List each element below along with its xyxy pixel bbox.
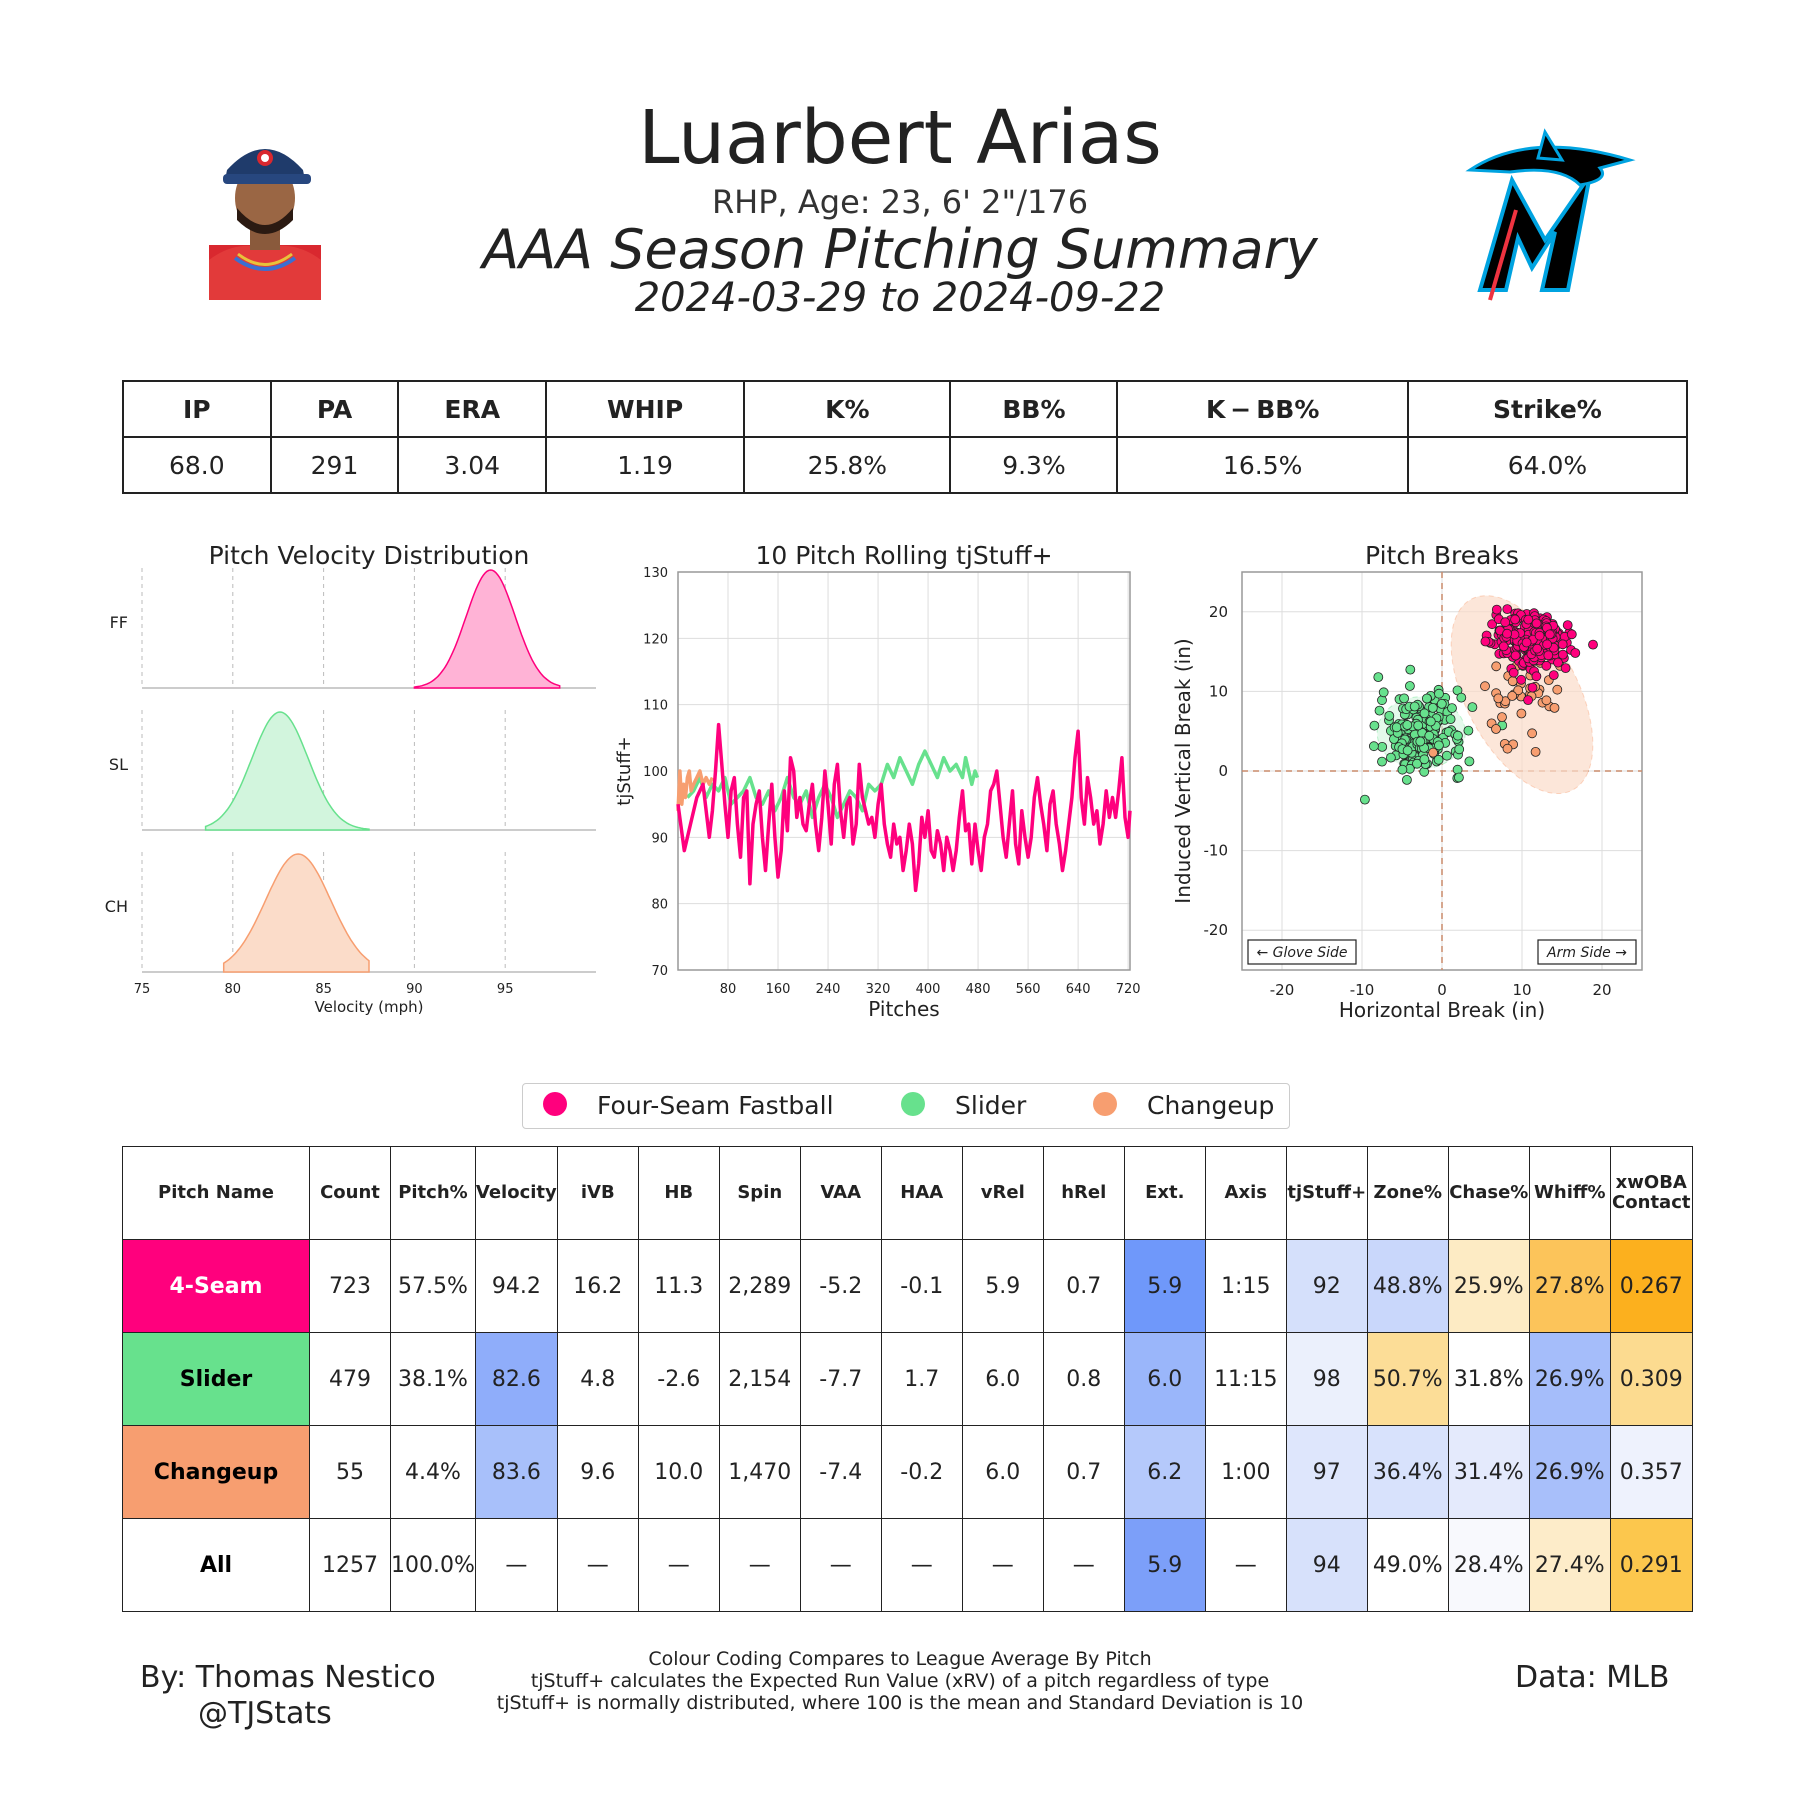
player-headshot-image	[205, 130, 325, 300]
pitch-point	[1360, 795, 1369, 804]
table-cell: 94.2	[475, 1240, 557, 1333]
pitch-point	[1517, 675, 1526, 684]
chart-title: Pitch Breaks	[1365, 541, 1519, 570]
x-tick-label: 80	[224, 982, 242, 997]
x-tick-label: -20	[1269, 981, 1295, 999]
y-axis-label: tjStuff+	[614, 736, 635, 806]
table-cell: 83.6	[475, 1426, 557, 1519]
x-tick-label: -10	[1349, 981, 1375, 999]
pitch-point	[1517, 709, 1526, 718]
y-tick-label: -10	[1203, 841, 1228, 860]
pitch-point	[1416, 737, 1425, 746]
pitch-metrics-table	[122, 1146, 1693, 1612]
table-cell: -7.4	[800, 1426, 881, 1519]
pitch-point	[1508, 677, 1517, 686]
pitch-point	[1545, 630, 1554, 639]
pitch-point	[1455, 745, 1464, 754]
x-tick-label: 90	[406, 982, 423, 997]
pitch-point	[1464, 726, 1473, 735]
pitch-point	[1531, 747, 1540, 756]
table-cell: 16.2	[557, 1240, 638, 1333]
pitch-point	[1571, 649, 1580, 658]
pitch-point	[1509, 668, 1518, 677]
x-tick-label: 0	[1437, 981, 1447, 999]
table-cell: 36.4%	[1367, 1426, 1448, 1519]
table-cell: 2,289	[719, 1240, 800, 1333]
pitch-point	[1528, 683, 1537, 692]
table-cell: 11:15	[1205, 1333, 1286, 1426]
footnote-line: tjStuff+ calculates the Expected Run Value (xRV) of a pitch regardless of type	[530, 1670, 1270, 1692]
pitch-point	[1378, 696, 1387, 705]
pitch-point	[1511, 615, 1520, 624]
pitch-point	[1492, 662, 1501, 671]
table-cell: 98	[1286, 1333, 1367, 1426]
stat-header: K%	[744, 381, 950, 437]
stat-value: 68.0	[123, 437, 271, 493]
pitch-point	[1499, 642, 1508, 651]
pitch-point	[1405, 682, 1414, 691]
pitch-point	[1503, 629, 1512, 638]
pitch-point	[1524, 615, 1533, 624]
stat-value: 16.5%	[1117, 437, 1407, 493]
table-cell: 1:00	[1205, 1426, 1286, 1519]
table-cell: 27.4%	[1529, 1519, 1610, 1612]
pitch-point	[1524, 696, 1533, 705]
rolling-tjstuff-chart	[610, 530, 1170, 1030]
series-line-four-seam-fastball	[678, 725, 1130, 891]
pitch-point	[1533, 644, 1542, 653]
y-tick-label: 120	[643, 632, 668, 648]
stat-header: ERA	[398, 381, 546, 437]
table-cell: -2.6	[638, 1333, 719, 1426]
pitch-point	[1511, 651, 1520, 660]
column-header: Axis	[1205, 1147, 1286, 1240]
stat-header: IP	[123, 381, 271, 437]
column-header: xwOBA Contact	[1610, 1147, 1692, 1240]
pitch-point	[1422, 694, 1431, 703]
season-stats-table	[122, 380, 1688, 494]
pitch-name-cell: All	[123, 1519, 310, 1612]
table-cell: 5.9	[962, 1240, 1043, 1333]
pitch-point	[1375, 706, 1384, 715]
table-row	[123, 1519, 1693, 1612]
y-tick-label: 0	[1218, 762, 1228, 780]
table-cell: —	[719, 1519, 800, 1612]
row-label: CH	[104, 897, 128, 916]
x-tick-label: 560	[1015, 982, 1041, 997]
pitch-point	[1492, 725, 1501, 734]
x-tick-label: 80	[719, 982, 737, 997]
pitch-point	[1498, 713, 1507, 722]
table-cell: 6.0	[1124, 1333, 1205, 1426]
x-tick-label: 320	[865, 982, 891, 997]
pitch-breaks-chart	[1160, 530, 1670, 1030]
column-header: HB	[638, 1147, 719, 1240]
table-row	[123, 1333, 1693, 1426]
table-cell: 4.4%	[391, 1426, 476, 1519]
pitch-point	[1378, 742, 1387, 751]
stat-value: 9.3%	[950, 437, 1117, 493]
author-name: By: Thomas Nestico	[140, 1660, 436, 1695]
table-cell: 0.309	[1610, 1333, 1692, 1426]
legend-label: Changeup	[1147, 1091, 1275, 1120]
pitch-point	[1543, 640, 1552, 649]
pitch-point	[1406, 665, 1415, 674]
pitch-point	[1542, 696, 1551, 705]
pitch-point	[1400, 694, 1409, 703]
stat-value: 291	[271, 437, 399, 493]
pitch-point	[1402, 775, 1411, 784]
pitch-point	[1426, 717, 1435, 726]
table-cell: -0.1	[881, 1240, 962, 1333]
pitch-point	[1392, 723, 1401, 732]
pitch-point	[1558, 650, 1567, 659]
table-cell: 5.9	[1124, 1240, 1205, 1333]
x-tick-label: 10	[1512, 981, 1532, 999]
pitch-point	[1398, 765, 1407, 774]
x-tick-label: 95	[496, 982, 514, 997]
table-cell: 2,154	[719, 1333, 800, 1426]
x-axis-label: Horizontal Break (in)	[1338, 998, 1546, 1022]
pitch-point	[1501, 618, 1510, 627]
stat-header: PA	[271, 381, 399, 437]
table-cell: —	[638, 1519, 719, 1612]
y-tick-label: 10	[1208, 682, 1228, 701]
stat-value: 3.04	[398, 437, 546, 493]
column-header: iVB	[557, 1147, 638, 1240]
y-tick-label: 130	[643, 566, 668, 581]
pitch-point	[1442, 751, 1451, 760]
pitch-point	[1370, 721, 1379, 730]
table-cell: 1.7	[881, 1333, 962, 1426]
table-cell: 55	[310, 1426, 391, 1519]
table-cell: 0.8	[1043, 1333, 1124, 1426]
table-cell: —	[800, 1519, 881, 1612]
table-cell: 26.9%	[1529, 1426, 1610, 1519]
slider-marker-icon	[901, 1092, 925, 1116]
table-cell: 723	[310, 1240, 391, 1333]
table-cell: -7.7	[800, 1333, 881, 1426]
table-cell: 1:15	[1205, 1240, 1286, 1333]
player-name: Luarbert Arias	[638, 95, 1162, 181]
pitch-name-cell: Changeup	[123, 1426, 310, 1519]
pitch-point	[1379, 688, 1388, 697]
table-cell: 5.9	[1124, 1519, 1205, 1612]
pitch-point	[1465, 757, 1474, 766]
changeup-marker-icon	[1093, 1092, 1117, 1116]
column-header: Spin	[719, 1147, 800, 1240]
table-cell: 4.8	[557, 1333, 638, 1426]
table-cell: 1257	[310, 1519, 391, 1612]
y-tick-label: 110	[643, 698, 668, 714]
table-cell: 9.6	[557, 1426, 638, 1519]
stat-header: Strike%	[1408, 381, 1687, 437]
x-tick-label: 85	[315, 982, 332, 997]
fastball-marker-icon	[543, 1092, 567, 1116]
table-cell: 0.267	[1610, 1240, 1692, 1333]
pitch-point	[1532, 619, 1541, 628]
pitch-point	[1561, 664, 1570, 673]
y-tick-label: 90	[651, 831, 668, 847]
table-cell: 31.4%	[1448, 1426, 1529, 1519]
column-header: Zone%	[1367, 1147, 1448, 1240]
density-area-ff	[414, 570, 559, 688]
author-handle: @TJStats	[198, 1696, 332, 1731]
table-cell: 97	[1286, 1426, 1367, 1519]
legend-item-fastball	[543, 1084, 834, 1128]
pitch-point	[1549, 671, 1558, 680]
footnote-line: tjStuff+ is normally distributed, where 100 is the mean and Standard Deviation is 10	[496, 1692, 1304, 1714]
pitch-point	[1532, 672, 1541, 681]
pitch-name-cell: 4-Seam	[123, 1240, 310, 1333]
table-row	[123, 1426, 1693, 1519]
x-tick-label: 20	[1592, 981, 1612, 999]
column-header: Whiff%	[1529, 1147, 1610, 1240]
pitch-point	[1369, 742, 1378, 751]
table-cell: -0.2	[881, 1426, 962, 1519]
table-cell: 82.6	[475, 1333, 557, 1426]
annotation-text: ← Glove Side	[1256, 945, 1348, 961]
x-axis-label: Velocity (mph)	[314, 998, 424, 1016]
table-cell: —	[881, 1519, 962, 1612]
pitch-point	[1589, 640, 1598, 649]
table-cell: —	[962, 1519, 1043, 1612]
y-tick-label: 20	[1208, 602, 1228, 621]
table-cell: 10.0	[638, 1426, 719, 1519]
pitch-point	[1554, 658, 1563, 667]
table-cell: 6.0	[962, 1426, 1043, 1519]
table-cell: 92	[1286, 1240, 1367, 1333]
pitch-point	[1410, 702, 1419, 711]
footnote-line: Colour Coding Compares to League Average By Pitch	[648, 1648, 1152, 1670]
row-label: SL	[108, 755, 128, 774]
pitch-point	[1437, 699, 1446, 708]
column-header: Count	[310, 1147, 391, 1240]
x-axis-label: Pitches	[868, 997, 940, 1021]
pitch-point	[1454, 773, 1463, 782]
table-cell: 11.3	[638, 1240, 719, 1333]
legend-label: Four-Seam Fastball	[597, 1091, 834, 1120]
column-header: hRel	[1043, 1147, 1124, 1240]
pitch-point	[1448, 704, 1457, 713]
y-tick-label: -20	[1203, 921, 1228, 940]
legend-label: Slider	[955, 1091, 1027, 1120]
pitch-point	[1385, 711, 1394, 720]
column-header: VAA	[800, 1147, 881, 1240]
table-cell: 50.7%	[1367, 1333, 1448, 1426]
table-cell: 27.8%	[1529, 1240, 1610, 1333]
column-header: Pitch Name	[123, 1147, 310, 1240]
pitch-point	[1567, 630, 1576, 639]
table-cell: 49.0%	[1367, 1519, 1448, 1612]
density-area-ch	[224, 854, 369, 972]
column-header: Ext.	[1124, 1147, 1205, 1240]
stat-value: 1.19	[546, 437, 744, 493]
pitch-point	[1503, 605, 1512, 614]
y-axis-label: Induced Vertical Break (in)	[1171, 638, 1195, 904]
legend-item-changeup	[1093, 1084, 1274, 1128]
table-cell: —	[1205, 1519, 1286, 1612]
pitch-point	[1481, 682, 1490, 691]
table-cell: 1,470	[719, 1426, 800, 1519]
pitch-point	[1492, 605, 1501, 614]
pitch-point	[1386, 753, 1395, 762]
table-cell: 0.357	[1610, 1426, 1692, 1519]
density-area-sl	[206, 712, 369, 830]
legend-item-slider	[901, 1084, 1026, 1128]
table-cell: 100.0%	[391, 1519, 476, 1612]
pitch-name-cell: Slider	[123, 1333, 310, 1426]
stat-header: BB%	[950, 381, 1117, 437]
table-cell: —	[557, 1519, 638, 1612]
stat-value: 25.8%	[744, 437, 950, 493]
table-cell: 25.9%	[1448, 1240, 1529, 1333]
x-tick-label: 640	[1065, 982, 1091, 997]
column-header: Pitch%	[391, 1147, 476, 1240]
table-cell: 38.1%	[391, 1333, 476, 1426]
x-tick-label: 160	[765, 982, 791, 997]
column-header: Velocity	[475, 1147, 557, 1240]
pitch-point	[1403, 746, 1412, 755]
table-cell: 479	[310, 1333, 391, 1426]
table-cell: 0.7	[1043, 1240, 1124, 1333]
table-cell: 94	[1286, 1519, 1367, 1612]
stat-header: WHIP	[546, 381, 744, 437]
table-cell: 48.8%	[1367, 1240, 1448, 1333]
pitch-point	[1503, 744, 1512, 753]
annotation-text: Arm Side →	[1547, 945, 1627, 961]
table-cell: 26.9%	[1529, 1333, 1610, 1426]
pitch-point	[1563, 621, 1572, 630]
stat-value: 64.0%	[1408, 437, 1687, 493]
team-logo	[1450, 120, 1650, 305]
pitch-point	[1428, 703, 1437, 712]
stat-header: K − BB%	[1117, 381, 1407, 437]
glove-side-annotation	[1248, 940, 1356, 964]
chart-title: 10 Pitch Rolling tjStuff+	[755, 541, 1053, 570]
report-title: AAA Season Pitching Summary	[482, 218, 1318, 281]
pitch-point	[1457, 693, 1466, 702]
x-tick-label: 400	[915, 982, 941, 997]
column-header: tjStuff+	[1286, 1147, 1367, 1240]
table-cell: 6.2	[1124, 1426, 1205, 1519]
pitch-point	[1544, 651, 1553, 660]
pitch-point	[1508, 692, 1517, 701]
pitch-point	[1542, 661, 1551, 670]
table-cell: 31.8%	[1448, 1333, 1529, 1426]
pitch-point	[1481, 637, 1490, 646]
pitch-point	[1558, 640, 1567, 649]
x-tick-label: 720	[1115, 982, 1141, 997]
pitch-point	[1528, 729, 1537, 738]
x-tick-label: 240	[815, 982, 841, 997]
velocity-distribution-chart	[90, 530, 630, 1030]
table-cell: 28.4%	[1448, 1519, 1529, 1612]
table-cell: —	[1043, 1519, 1124, 1612]
pitch-point	[1535, 631, 1544, 640]
pitch-point	[1429, 748, 1438, 757]
player-bio: RHP, Age: 23, 6' 2"/176	[711, 183, 1089, 221]
column-header: HAA	[881, 1147, 962, 1240]
column-header: vRel	[962, 1147, 1043, 1240]
chart-title: Pitch Velocity Distribution	[208, 541, 530, 570]
table-row	[123, 1240, 1693, 1333]
y-tick-label: 100	[643, 765, 668, 780]
pitch-point	[1435, 689, 1444, 698]
column-header: Chase%	[1448, 1147, 1529, 1240]
date-range: 2024-03-29 to 2024-09-22	[634, 275, 1166, 321]
table-cell: 0.7	[1043, 1426, 1124, 1519]
pitch-point	[1374, 673, 1383, 682]
table-cell: 0.291	[1610, 1519, 1692, 1612]
pitch-point	[1414, 721, 1423, 730]
pitch-point	[1453, 731, 1462, 740]
y-tick-label: 80	[651, 897, 668, 913]
data-source: Data: MLB	[1515, 1660, 1670, 1695]
pitch-point	[1378, 757, 1387, 766]
x-tick-label: 480	[965, 982, 991, 997]
pitch-point	[1550, 703, 1559, 712]
table-cell: -5.2	[800, 1240, 881, 1333]
pitch-point	[1403, 721, 1412, 730]
arm-side-annotation	[1538, 940, 1636, 964]
pitch-point	[1494, 694, 1503, 703]
pitch-point	[1522, 638, 1531, 647]
pitch-legend	[522, 1083, 1290, 1129]
y-tick-label: 70	[651, 964, 668, 979]
pitch-point	[1468, 703, 1477, 712]
table-cell: —	[475, 1519, 557, 1612]
pitch-point	[1553, 685, 1562, 694]
table-cell: 6.0	[962, 1333, 1043, 1426]
row-label: FF	[109, 613, 128, 632]
x-tick-label: 75	[133, 982, 151, 997]
pitch-point	[1420, 755, 1429, 764]
table-cell: 57.5%	[391, 1240, 476, 1333]
pitch-point	[1446, 715, 1455, 724]
